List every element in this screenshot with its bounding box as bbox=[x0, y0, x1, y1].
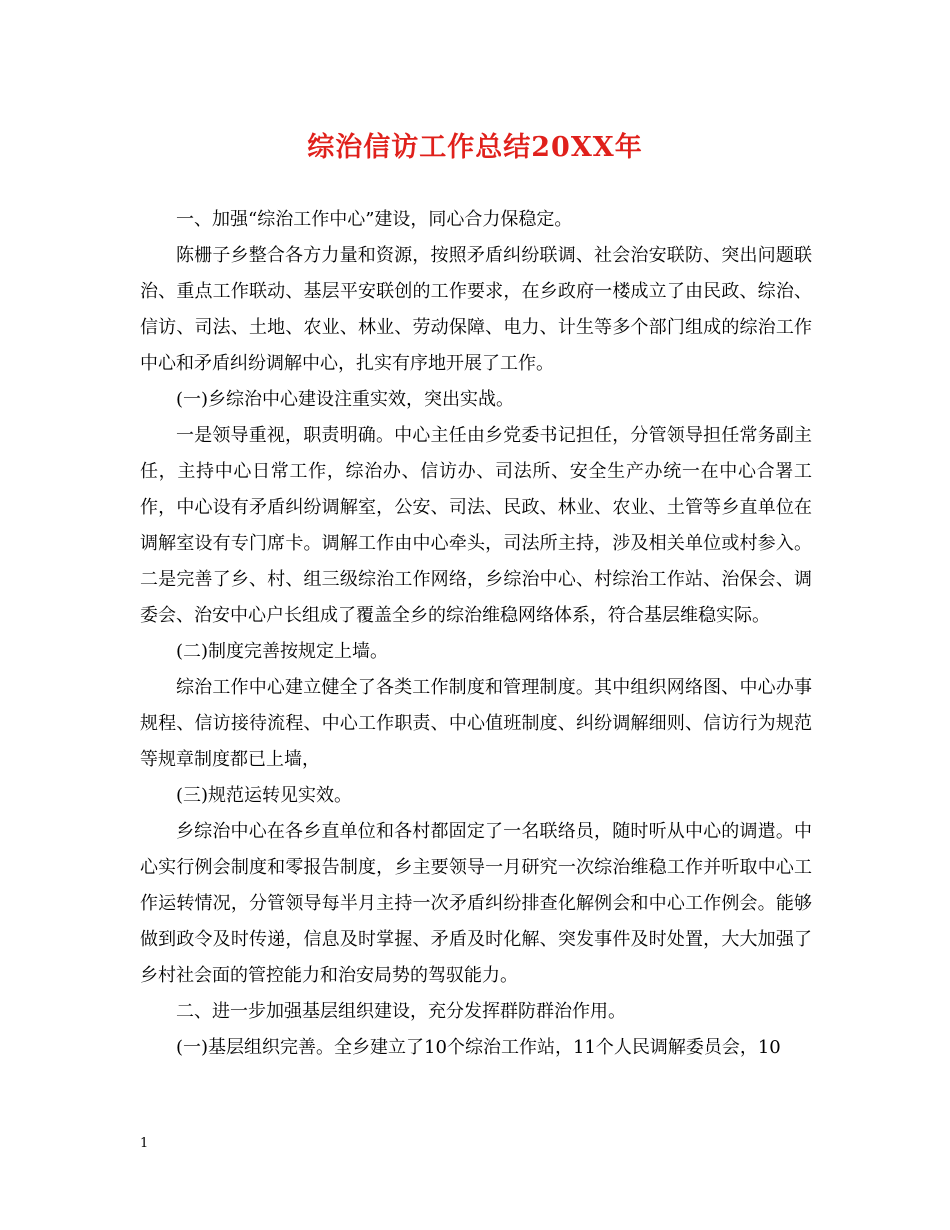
body-paragraph: 陈栅子乡整合各方力量和资源，按照矛盾纠纷联调、社会治安联防、突出问题联治、重点工作联动、基层平安联创的工作要求，在乡政府一楼成立了由民政、综治、信访、司法、土地、农业、林业、劳动保障、电力、计生等多个部门组成的综治工作中心和矛盾纠纷调解中心，扎实有序地开展了工作。 bbox=[140, 245, 812, 374]
document-body bbox=[140, 202, 812, 1066]
section-heading-2: 二、进一步加强基层组织建设，充分发挥群防群治作用。 bbox=[176, 1001, 626, 1022]
body-paragraph: (一)基层组织完善。全乡建立了10个综治工作站，11个人民调解委员会，10 bbox=[176, 1037, 781, 1058]
subsection-heading-1: (一)乡综治中心建设注重实效，突出实战。 bbox=[176, 389, 515, 410]
section-heading-1: 一、加强“综治工作中心”建设，同心合力保稳定。 bbox=[176, 209, 573, 230]
page-number: 1 bbox=[140, 1136, 149, 1151]
body-paragraph: 综治工作中心建立健全了各类工作制度和管理制度。其中组织网络图、中心办事规程、信访接待流程、中心工作职责、中心值班制度、纠纷调解细则、信访行为规范等规章制度都已上墙， bbox=[140, 677, 812, 770]
body-paragraph: 乡综治中心在各乡直单位和各村都固定了一名联络员，随时听从中心的调遣。中心实行例会制度和零报告制度，乡主要领导一月研究一次综治维稳工作并听取中心工作运转情况，分管领导每半月主持一次矛盾纠纷排查化解例会和中心工作例会。能够做到政令及时传递，信息及时掌握、矛盾及时化解、突发事件及时处置，大大加强了乡村社会面的管控能力和治安局势的驾驭能力。 bbox=[140, 821, 812, 986]
subsection-heading-3: (三)规范运转见实效。 bbox=[176, 785, 353, 806]
subsection-heading-2: (二)制度完善按规定上墙。 bbox=[176, 641, 389, 662]
body-paragraph: 一是领导重视，职责明确。中心主任由乡党委书记担任，分管领导担任常务副主任，主持中心日常工作，综治办、信访办、司法所、安全生产办统一在中心合署工作，中心设有矛盾纠纷调解室，公安、司法、民政、林业、农业、土管等乡直单位在调解室设有专门席卡。调解工作由中心牵头，司法所主持，涉及相关单位或村参入。二是完善了乡、村、组三级综治工作网络，乡综治中心、村综治工作站、治保会、调委会、治安中心户长组成了覆盖全乡的综治维稳网络体系，符合基层维稳实际。 bbox=[140, 425, 812, 626]
document-title: 综治信访工作总结20XX年 bbox=[307, 132, 643, 163]
